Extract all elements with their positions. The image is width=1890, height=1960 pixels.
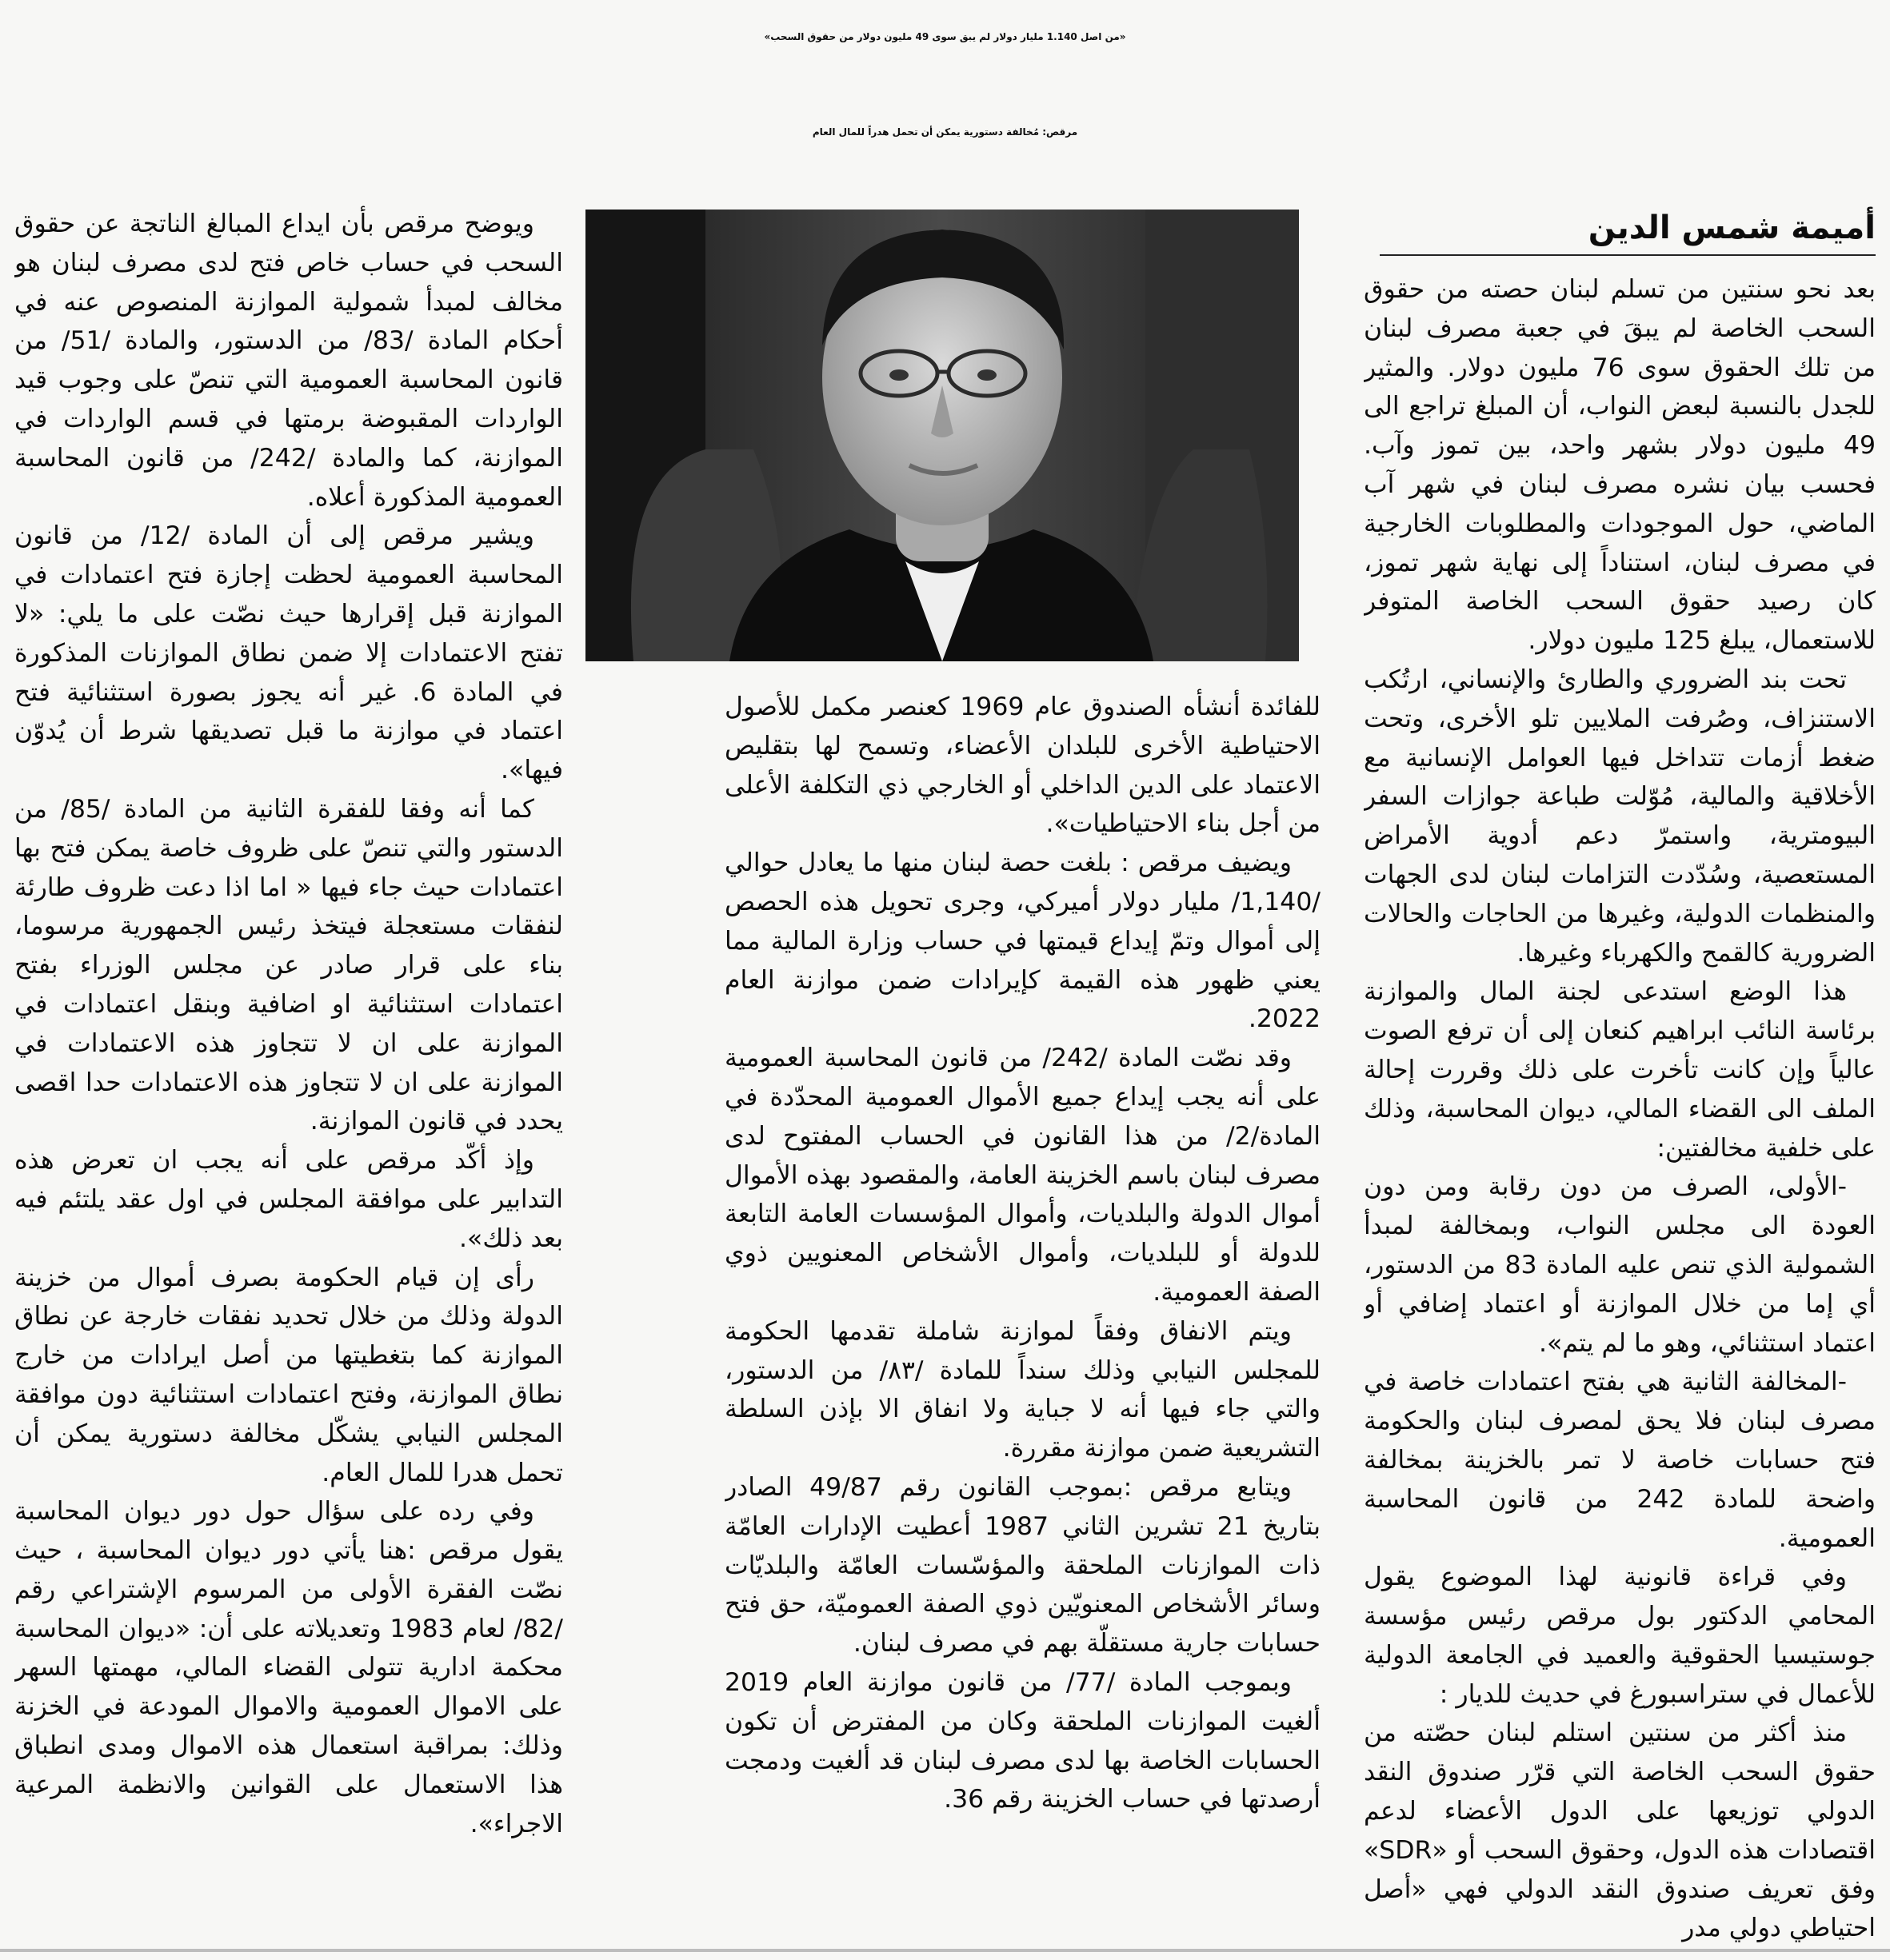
text-column-middle: [725, 688, 1321, 1950]
paragraph: هذا الوضع استدعى لجنة المال والموازنة برئاسة النائب ابراهيم كنعان إلى أن ترفع الصوت عالياً وإن كانت تأخرت على ذلك وقررت إحالة الملف الى القضاء المالي، ديوان المحاسبة، وذلك على خلفية مخالفتين:: [1364, 977, 1876, 1163]
paragraph: كما أنه وفقا للفقرة الثانية من المادة /85/ من الدستور والتي تنصّ على ظروف خاصة يمكن فتح بها اعتمادات حيث جاء فيها « اما اذا دعت ظروف طارئة لنفقات مستعجلة فيتخذ رئيس الجمهورية مرسوما، بناء على قرار صادر عن مجلس الوزراء بفتح اعتمادات استثنائية او اضافية وبنقل اعتمادات في الموازنة على ان لا تتجاوز هذه الاعتمادات في الموازنة على ان لا تتجاوز هذه الاعتمادات حدا اقصى يحدد في قانون الموازنة.: [14, 794, 563, 1136]
paragraph: -المخالفة الثانية هي بفتح اعتمادات خاصة في مصرف لبنان فلا يحق لمصرف لبنان والحكومة فتح حسابات خاصة لا تمر بالخزينة بمخالفة واضحة للمادة 242 من قانون المحاسبة العمومية.: [1364, 1367, 1876, 1553]
paragraph: رأى إن قيام الحكومة بصرف أموال من خزينة الدولة وذلك من خلال تحديد نفقات خارجة عن نطاق الموازنة كما بتغطيتها من أصل ايرادات من خارج نطاق الموازنة، وفتح اعتمادات استثنائية دون موافقة المجلس النيابي يشكّل مخالفة دستورية يمكن أن تحمل هدرا للمال العام.: [14, 1263, 563, 1487]
paragraph: للفائدة أنشأه الصندوق عام 1969 كعنصر مكمل للأصول الاحتياطية الأخرى للبلدان الأعضاء، وتسمح لها بتقليص الاعتماد على الدين الداخلي أو الخارجي ذي التكلفة الأعلى من أجل بناء الاحتياطيات».: [725, 693, 1321, 839]
article-byline: أميمة شمس الدين: [1588, 210, 1876, 246]
portrait-photo: [585, 210, 1299, 661]
paragraph: وفي رده على سؤال حول دور ديوان المحاسبة يقول مرقص :هنا يأتي دور ديوان المحاسبة ، حيث نصّت الفقرة الأولى من المرسوم الإشتراعي رقم /82/ لعام 1983 وتعديلاته على أن: «ديوان المحاسبة محكمة ادارية تتولى القضاء المالي، مهمتها السهر على الاموال العمومية والاموال المودعة في الخزنة وذلك: بمراقبة استعمال هذه الاموال ومدى انطباق هذا الاستعمال على القوانين والانظمة المرعية الاجراء».: [14, 1497, 563, 1838]
paragraph: بعد نحو سنتين من تسلم لبنان حصته من حقوق السحب الخاصة لم يبقَ في جعبة مصرف لبنان من تلك الحقوق سوى 76 مليون دولار. والمثير للجدل بالنسبة لبعض النواب، أن المبلغ تراجع الى 49 مليون دولار بشهر واحد، بين تموز وآب. فحسب بيان نشره مصرف لبنان في شهر آب الماضي، حول الموجودات والمطلوبات الخارجية في مصرف لبنان، استناداً إلى نهاية شهر تموز، كان رصيد حقوق السحب الخاصة المتوفر للاستعمال، يبلغ 125 مليون دولار.: [1364, 275, 1876, 656]
paragraph: -الأولى، الصرف من دون رقابة ومن دون العودة الى مجلس النواب، وبمخالفة لمبدأ الشمولية الذي تنص عليه المادة 83 من الدستور، أي إما من خلال الموازنة أو اعتماد إضافي أو اعتماد استثنائي، وهو ما لم يتم».: [1364, 1172, 1876, 1358]
byline-divider: [1380, 254, 1876, 256]
paragraph: ويتم الانفاق وفقاً لموازنة شاملة تقدمها الحكومة للمجلس النيابي وذلك سنداً للمادة /٨٣/ من الدستور، والتي جاء فيها أنه لا جباية ولا انفاق الا بإذن السلطة التشريعية ضمن موازنة مقررة.: [725, 1316, 1321, 1463]
paragraph: منذ أكثر من سنتين استلم لبنان حصّته من حقوق السحب الخاصة التي قرّر صندوق النقد الدولي توزيعها على الدول الأعضاء لدعم اقتصادات هذه الدول، وحقوق السحب أو «SDR» وفق تعريف صندوق النقد الدولي فهي «أصل احتياطي دولي مدر: [1364, 1718, 1876, 1943]
article-kicker: «من اصل 1.140 مليار دولار لم يبق سوى 49 مليون دولار من حقوق السحب»: [764, 31, 1126, 42]
paragraph: وبموجب المادة /77/ من قانون موازنة العام 2019 ألغيت الموازنات الملحقة وكان من المفترض أن تكون الحسابات الخاصة بها لدى مصرف لبنان قد ألغيت ودمجت أرصدتها في حساب الخزينة رقم 36.: [725, 1667, 1321, 1814]
page-bottom-rule: [0, 1949, 1890, 1952]
paragraph: وقد نصّت المادة /242/ من قانون المحاسبة العمومية على أنه يجب إيداع جميع الأموال العمومية المحدّدة في المادة/2/ من هذا القانون في الحساب المفتوح لدى مصرف لبنان باسم الخزينة العامة، والمقصود بهذه الأموال أموال الدولة والبلديات، وأموال المؤسسات العامة التابعة للدولة أو للبلديات، وأموال الأشخاص المعنويين ذوي الصفة العمومية.: [725, 1044, 1321, 1307]
paragraph: ويتابع مرقص :بموجب القانون رقم 49/87 الصادر بتاريخ 21 تشرين الثاني 1987 أعطيت الإدارات العامّة ذات الموازنات الملحقة والمؤسّسات العامّة والبلديّات وسائر الأشخاص المعنويّين ذوي الصفة العموميّة، حق فتح حسابات جارية مستقلّة بهم في مصرف لبنان.: [725, 1472, 1321, 1659]
text-column-right: [1364, 270, 1876, 1950]
paragraph: وفي قراءة قانونية لهذا الموضوع يقول المحامي الدكتور بول مرقص رئيس مؤسسة جوستيسيا الحقوقية والعميد في الجامعة الدولية للأعمال في ستراسبورغ في حديث للديار :: [1364, 1563, 1876, 1709]
paragraph: تحت بند الضروري والطارئ والإنساني، ارتُكب الاستنزاف، وصُرفت الملايين تلو الأخرى، وتحت ضغط أزمات تتداخل فيها العوامل الإنسانية مع الأخلاقية والمالية، مُوّلت طباعة جوازات السفر البيومترية، واستمرّ دعم أدوية الأمراض المستعصية، وسُدّدت التزامات لبنان لدى الجهات والمنظمات الدولية، وغيرها من الحاجات والحالات الضرورية كالقمح والكهرباء وغيرها.: [1364, 665, 1876, 968]
text-column-left: [14, 205, 563, 1950]
article-headline: مرقص: مُخالفة دستورية يمكن أن تحمل هدراً للمال العام: [812, 126, 1078, 138]
paragraph: ويشير مرقص إلى أن المادة /12/ من قانون المحاسبة العمومية لحظت إجازة فتح اعتمادات في الموازنة قبل إقرارها حيث نصّت على ما يلي: «لا تفتح الاعتمادات إلا ضمن نطاق الموازنات المذكورة في المادة 6. غير أنه يجوز بصورة استثنائية فتح اعتماد في موازنة ما قبل تصديقها شرط أن يُدوّن فيها».: [14, 521, 563, 785]
paragraph: وإذ أكّد مرقص على أنه يجب ان تعرض هذه التدابير على موافقة المجلس في اول عقد يلتئم فيه بعد ذلك».: [14, 1146, 563, 1253]
paragraph: ويوضح مرقص بأن ايداع المبالغ الناتجة عن حقوق السحب في حساب خاص فتح لدى مصرف لبنان هو مخالف لمبدأ شمولية الموازنة المنصوص عنه في أحكام المادة /83/ من الدستور، والمادة /51/ من قانون المحاسبة العمومية التي تنصّ على وجوب قيد الواردات المقبوضة برمتها في قسم الواردات في الموازنة، كما والمادة /242/ من قانون المحاسبة العمومية المذكورة أعلاه.: [14, 210, 563, 512]
paragraph: ويضيف مرقص : بلغت حصة لبنان منها ما يعادل حوالي /1,140/ مليار دولار أميركي، وجرى تحويل هذه الحصص إلى أموال وتمّ إيداع قيمتها في حساب وزارة المالية مما يعني ظهور هذه القيمة كإيرادات ضمن موازنة العام 2022.: [725, 848, 1321, 1034]
